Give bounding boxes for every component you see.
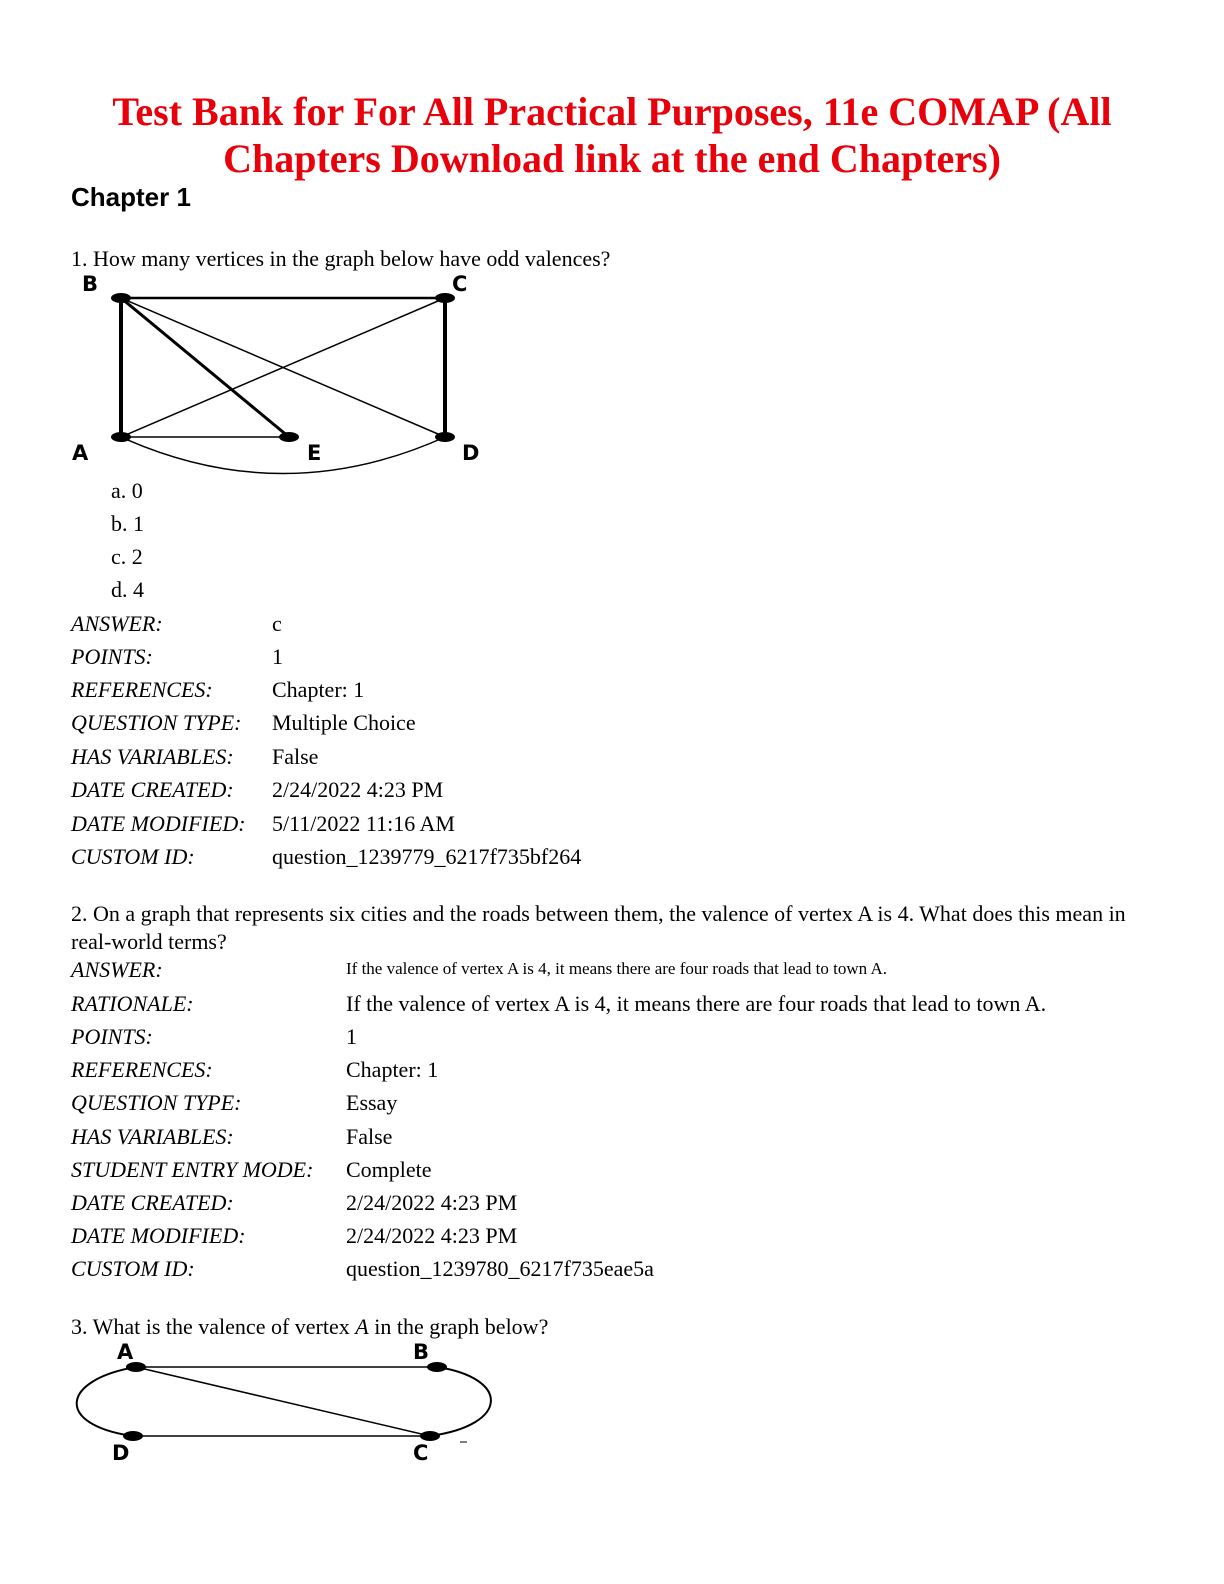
meta-label: HAS VARIABLES: bbox=[71, 744, 234, 769]
meta-label: REFERENCES: bbox=[71, 1057, 213, 1082]
meta-value: 1 bbox=[346, 1024, 357, 1049]
meta-label: RATIONALE: bbox=[71, 991, 194, 1016]
meta-value: Chapter: 1 bbox=[346, 1057, 439, 1082]
meta-label: QUESTION TYPE: bbox=[71, 710, 242, 735]
graph3-label-a: A bbox=[117, 1340, 134, 1364]
graph3-label-d: D bbox=[112, 1441, 130, 1465]
meta-label: CUSTOM ID: bbox=[71, 1256, 195, 1281]
option-b: b. 1 bbox=[111, 511, 144, 536]
meta-label: QUESTION TYPE: bbox=[71, 1090, 242, 1115]
meta-value: question_1239779_6217f735bf264 bbox=[272, 844, 582, 869]
graph3-label-b: B bbox=[413, 1340, 430, 1364]
question-2-prompt: 2. On a graph that represents six cities and the roads between them, the valence of vertex A is 4. What does this mean in real-world terms? bbox=[71, 901, 1126, 954]
meta-value: c bbox=[272, 611, 282, 636]
meta-label: ANSWER: bbox=[71, 957, 163, 982]
meta-value: 2/24/2022 4:23 PM bbox=[272, 777, 444, 802]
question-3-graph bbox=[0, 0, 520, 1480]
question-1-prompt: 1. How many vertices in the graph below have odd valences? bbox=[71, 246, 611, 271]
meta-label: CUSTOM ID: bbox=[71, 844, 195, 869]
meta-value: 1 bbox=[272, 644, 283, 669]
meta-value: False bbox=[272, 744, 319, 769]
meta-label: HAS VARIABLES: bbox=[71, 1124, 234, 1149]
graph1-label-a: A bbox=[72, 441, 89, 465]
meta-label: REFERENCES: bbox=[71, 677, 213, 702]
option-c: c. 2 bbox=[111, 544, 143, 569]
prompt-variable: A bbox=[355, 1314, 369, 1339]
graph3-label-c: C bbox=[413, 1441, 429, 1465]
graph1-label-b: B bbox=[82, 272, 99, 296]
meta-label: DATE CREATED: bbox=[71, 1190, 234, 1215]
meta-label: DATE MODIFIED: bbox=[71, 1223, 246, 1248]
meta-value: If the valence of vertex A is 4, it means there are four roads that lead to town A. bbox=[346, 991, 1047, 1016]
graph1-label-c: C bbox=[452, 272, 468, 296]
meta-label: ANSWER: bbox=[71, 611, 163, 636]
meta-value: 2/24/2022 4:23 PM bbox=[346, 1223, 518, 1248]
chapter-heading: Chapter 1 bbox=[71, 182, 191, 212]
meta-label: DATE CREATED: bbox=[71, 777, 234, 802]
meta-value: Complete bbox=[346, 1157, 432, 1182]
meta-label: STUDENT ENTRY MODE: bbox=[71, 1157, 314, 1182]
meta-label: DATE MODIFIED: bbox=[71, 811, 246, 836]
document-title: Test Bank for For All Practical Purposes, 11e COMAP (All Chapters Download link at the end Chapters) bbox=[112, 89, 1112, 181]
option-a: a. 0 bbox=[111, 478, 143, 503]
meta-label: POINTS: bbox=[71, 1024, 153, 1049]
meta-value: Chapter: 1 bbox=[272, 677, 365, 702]
option-d: d. 4 bbox=[111, 577, 144, 602]
meta-value: Essay bbox=[346, 1090, 398, 1115]
graph1-label-e: E bbox=[307, 441, 322, 465]
prompt-text: in the graph below? bbox=[368, 1314, 549, 1339]
graph1-label-d: D bbox=[462, 441, 480, 465]
meta-value: 2/24/2022 4:23 PM bbox=[346, 1190, 518, 1215]
meta-value: If the valence of vertex A is 4, it means there are four roads that lead to town A. bbox=[346, 959, 887, 978]
meta-value: Multiple Choice bbox=[272, 710, 416, 735]
meta-label: POINTS: bbox=[71, 644, 153, 669]
meta-value: False bbox=[346, 1124, 393, 1149]
meta-value: question_1239780_6217f735eae5a bbox=[346, 1256, 654, 1281]
meta-value: 5/11/2022 11:16 AM bbox=[272, 811, 455, 836]
prompt-text: 3. What is the valence of vertex bbox=[71, 1314, 356, 1339]
